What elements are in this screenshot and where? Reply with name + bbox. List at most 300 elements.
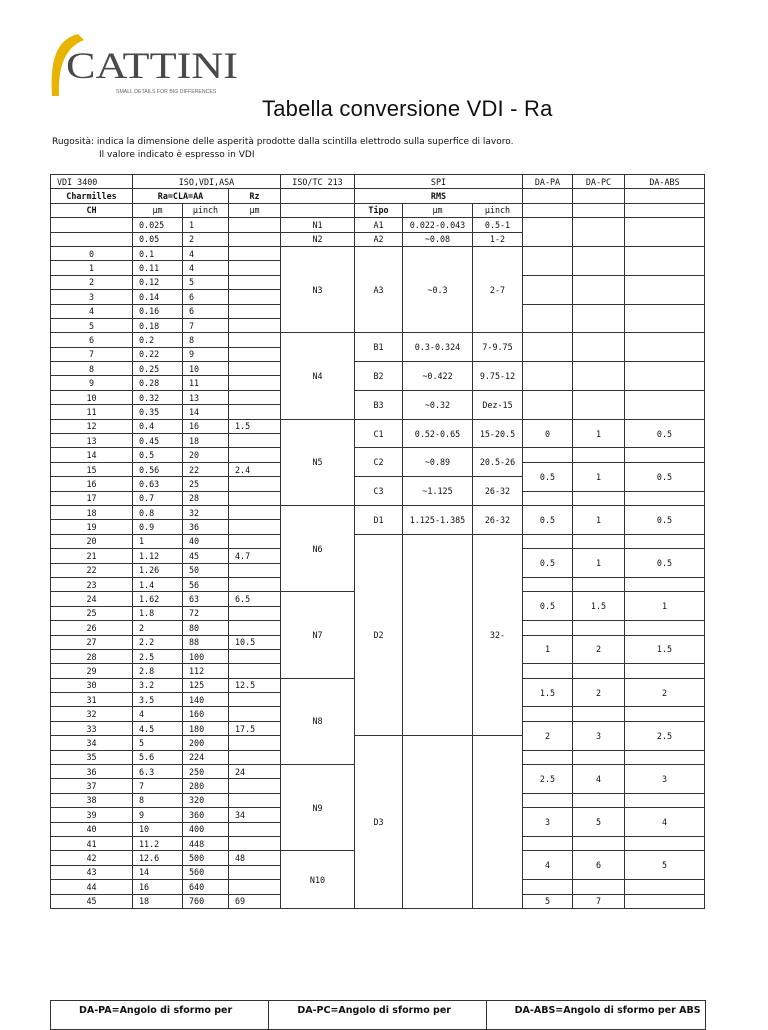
rz-cell bbox=[229, 534, 281, 548]
da-pa-cell bbox=[523, 880, 573, 894]
da-pa-cell bbox=[523, 304, 573, 333]
spi-uinch-cell: 32- bbox=[473, 534, 523, 735]
table-row bbox=[51, 390, 705, 404]
da-abs-cell bbox=[625, 218, 705, 247]
spi-um-cell: 0.022-0.043 bbox=[403, 218, 473, 232]
rz-cell bbox=[229, 333, 281, 347]
ra-uinch-cell: 180 bbox=[183, 721, 229, 735]
da-pa-cell bbox=[523, 750, 573, 764]
da-abs-cell bbox=[625, 880, 705, 894]
da-pa-cell bbox=[523, 246, 573, 275]
rz-cell bbox=[229, 275, 281, 289]
da-abs-cell bbox=[625, 448, 705, 462]
spi-uinch-cell: Dez-15 bbox=[473, 390, 523, 419]
ra-um-cell: 4.5 bbox=[133, 721, 183, 735]
ch-cell: 2 bbox=[51, 275, 133, 289]
ch-cell: 31 bbox=[51, 693, 133, 707]
rz-cell: 6.5 bbox=[229, 592, 281, 606]
ra-um-cell: 1.4 bbox=[133, 577, 183, 591]
header-um: μm bbox=[133, 203, 183, 217]
ra-uinch-cell: 5 bbox=[183, 275, 229, 289]
ra-um-cell: 11.2 bbox=[133, 836, 183, 850]
header-empty bbox=[281, 189, 355, 203]
header-empty bbox=[281, 203, 355, 217]
ra-uinch-cell: 63 bbox=[183, 592, 229, 606]
ch-cell: 4 bbox=[51, 304, 133, 318]
table-row bbox=[51, 362, 705, 376]
ra-um-cell: 0.28 bbox=[133, 376, 183, 390]
da-pc-cell bbox=[573, 491, 625, 505]
da-pa-cell bbox=[523, 621, 573, 635]
iso-class-cell: N10 bbox=[281, 851, 355, 909]
ra-um-cell: 0.1 bbox=[133, 246, 183, 260]
rz-cell: 2.4 bbox=[229, 462, 281, 476]
iso-class-cell: N2 bbox=[281, 232, 355, 246]
ch-cell: 29 bbox=[51, 664, 133, 678]
da-abs-cell: 0.5 bbox=[625, 462, 705, 491]
iso-class-cell: N4 bbox=[281, 333, 355, 419]
rz-cell bbox=[229, 362, 281, 376]
ra-uinch-cell: 32 bbox=[183, 505, 229, 519]
ch-cell: 8 bbox=[51, 362, 133, 376]
spi-um-cell bbox=[403, 534, 473, 735]
rz-cell: 10.5 bbox=[229, 635, 281, 649]
spi-um-cell: ~0.32 bbox=[403, 390, 473, 419]
rz-cell bbox=[229, 664, 281, 678]
ch-cell: 24 bbox=[51, 592, 133, 606]
ch-cell: 40 bbox=[51, 822, 133, 836]
spi-um-cell: ~0.422 bbox=[403, 362, 473, 391]
ch-cell: 41 bbox=[51, 836, 133, 850]
ch-cell: 18 bbox=[51, 505, 133, 519]
spi-uinch-cell: 1-2 bbox=[473, 232, 523, 246]
da-pc-cell bbox=[573, 793, 625, 807]
ch-cell: 7 bbox=[51, 347, 133, 361]
ch-cell: 45 bbox=[51, 894, 133, 908]
rz-cell bbox=[229, 261, 281, 275]
header-vdi: VDI 3400 bbox=[51, 175, 133, 189]
ra-uinch-cell: 200 bbox=[183, 736, 229, 750]
rz-cell bbox=[229, 405, 281, 419]
legend-da-abs: DA-ABS=Angolo di sformo per ABS bbox=[486, 1001, 705, 1029]
ch-cell: 11 bbox=[51, 405, 133, 419]
header-da-pa: DA-PA bbox=[523, 175, 573, 189]
ra-um-cell: 0.16 bbox=[133, 304, 183, 318]
ra-um-cell: 4 bbox=[133, 707, 183, 721]
ch-cell: 9 bbox=[51, 376, 133, 390]
header-row-3 bbox=[51, 203, 705, 217]
da-pc-cell: 1 bbox=[573, 462, 625, 491]
da-pc-cell: 4 bbox=[573, 765, 625, 794]
ra-uinch-cell: 56 bbox=[183, 577, 229, 591]
da-abs-cell: 1 bbox=[625, 592, 705, 621]
header-charmilles: Charmilles bbox=[51, 189, 133, 203]
roughness-note: Rugosità: indica la dimensione delle asperità prodotte dalla scintilla elettrodo sulla superfice di lavoro. bbox=[52, 137, 514, 147]
iso-class-cell: N6 bbox=[281, 505, 355, 591]
header-ch: CH bbox=[51, 203, 133, 217]
ra-um-cell: 2.2 bbox=[133, 635, 183, 649]
ch-cell: 23 bbox=[51, 577, 133, 591]
da-pa-cell: 0 bbox=[523, 419, 573, 448]
da-abs-cell bbox=[625, 621, 705, 635]
da-pc-cell: 1.5 bbox=[573, 592, 625, 621]
spi-um-cell: ~0.3 bbox=[403, 246, 473, 332]
spi-tipo-cell: D3 bbox=[355, 736, 403, 909]
da-pa-cell: 1 bbox=[523, 635, 573, 664]
ch-cell: 33 bbox=[51, 721, 133, 735]
iso-class-cell: N9 bbox=[281, 765, 355, 851]
header-iso-vdi-asa: ISO,VDI,ASA bbox=[133, 175, 281, 189]
da-abs-cell: 0.5 bbox=[625, 505, 705, 534]
ra-uinch-cell: 22 bbox=[183, 462, 229, 476]
iso-class-cell: N7 bbox=[281, 592, 355, 678]
spi-tipo-cell: D1 bbox=[355, 505, 403, 534]
ra-uinch-cell: 8 bbox=[183, 333, 229, 347]
ch-cell: 30 bbox=[51, 678, 133, 692]
ch-cell: 38 bbox=[51, 793, 133, 807]
da-pa-cell: 4 bbox=[523, 851, 573, 880]
da-pc-cell: 1 bbox=[573, 505, 625, 534]
da-pa-cell: 5 bbox=[523, 894, 573, 908]
spi-um-cell bbox=[403, 736, 473, 909]
spi-um-cell: ~0.08 bbox=[403, 232, 473, 246]
da-pa-cell bbox=[523, 333, 573, 362]
rz-cell bbox=[229, 750, 281, 764]
ra-uinch-cell: 40 bbox=[183, 534, 229, 548]
ra-um-cell: 8 bbox=[133, 793, 183, 807]
ch-cell: 36 bbox=[51, 765, 133, 779]
da-pa-cell bbox=[523, 534, 573, 548]
ra-uinch-cell: 25 bbox=[183, 477, 229, 491]
spi-tipo-cell: C3 bbox=[355, 477, 403, 506]
ra-um-cell: 16 bbox=[133, 880, 183, 894]
ra-um-cell: 3.5 bbox=[133, 693, 183, 707]
spi-um-cell: 0.52-0.65 bbox=[403, 419, 473, 448]
ch-cell: 0 bbox=[51, 246, 133, 260]
da-pa-cell: 2.5 bbox=[523, 765, 573, 794]
da-pa-cell: 0.5 bbox=[523, 549, 573, 578]
rz-cell: 1.5 bbox=[229, 419, 281, 433]
spi-tipo-cell: B3 bbox=[355, 390, 403, 419]
da-abs-cell bbox=[625, 275, 705, 304]
ra-um-cell: 0.8 bbox=[133, 505, 183, 519]
spi-tipo-cell: A3 bbox=[355, 246, 403, 332]
ra-uinch-cell: 100 bbox=[183, 649, 229, 663]
da-abs-cell: 0.5 bbox=[625, 419, 705, 448]
ch-cell: 26 bbox=[51, 621, 133, 635]
da-pc-cell bbox=[573, 621, 625, 635]
ra-um-cell: 14 bbox=[133, 865, 183, 879]
ra-uinch-cell: 11 bbox=[183, 376, 229, 390]
header-ra: Ra=CLA=AA bbox=[133, 189, 229, 203]
ch-cell: 3 bbox=[51, 290, 133, 304]
ch-cell: 27 bbox=[51, 635, 133, 649]
header-rz-um: μm bbox=[229, 203, 281, 217]
ch-cell: 19 bbox=[51, 520, 133, 534]
table-row bbox=[51, 218, 705, 232]
da-pc-cell: 7 bbox=[573, 894, 625, 908]
header-da-abs: DA-ABS bbox=[625, 175, 705, 189]
ra-uinch-cell: 500 bbox=[183, 851, 229, 865]
rz-cell: 24 bbox=[229, 765, 281, 779]
ra-uinch-cell: 20 bbox=[183, 448, 229, 462]
rz-cell bbox=[229, 218, 281, 232]
iso-class-cell: N1 bbox=[281, 218, 355, 232]
ch-cell: 42 bbox=[51, 851, 133, 865]
da-abs-cell: 4 bbox=[625, 808, 705, 837]
rz-cell bbox=[229, 505, 281, 519]
da-abs-cell: 2 bbox=[625, 678, 705, 707]
header-spi: SPI bbox=[355, 175, 523, 189]
ra-uinch-cell: 14 bbox=[183, 405, 229, 419]
logo-wordmark: CATTINI bbox=[66, 46, 238, 87]
iso-class-cell: N5 bbox=[281, 419, 355, 505]
da-abs-cell bbox=[625, 333, 705, 362]
header-empty bbox=[625, 203, 705, 217]
ra-uinch-cell: 7 bbox=[183, 318, 229, 332]
ra-um-cell: 0.35 bbox=[133, 405, 183, 419]
ra-uinch-cell: 140 bbox=[183, 693, 229, 707]
da-abs-cell bbox=[625, 577, 705, 591]
ra-uinch-cell: 6 bbox=[183, 290, 229, 304]
spi-tipo-cell: B1 bbox=[355, 333, 403, 362]
ra-um-cell: 0.14 bbox=[133, 290, 183, 304]
ra-uinch-cell: 18 bbox=[183, 434, 229, 448]
header-empty bbox=[523, 203, 573, 217]
spi-uinch-cell: 26-32 bbox=[473, 505, 523, 534]
da-pc-cell: 1 bbox=[573, 419, 625, 448]
da-abs-cell: 5 bbox=[625, 851, 705, 880]
header-tipo: Tipo bbox=[355, 203, 403, 217]
ra-um-cell: 6.3 bbox=[133, 765, 183, 779]
rz-cell bbox=[229, 491, 281, 505]
ra-um-cell: 0.11 bbox=[133, 261, 183, 275]
ch-cell: 16 bbox=[51, 477, 133, 491]
da-pc-cell bbox=[573, 304, 625, 333]
rz-cell bbox=[229, 290, 281, 304]
da-pa-cell bbox=[523, 275, 573, 304]
da-abs-cell bbox=[625, 534, 705, 548]
ra-um-cell: 0.7 bbox=[133, 491, 183, 505]
da-abs-cell bbox=[625, 362, 705, 391]
da-pc-cell bbox=[573, 333, 625, 362]
ch-cell: 37 bbox=[51, 779, 133, 793]
rz-cell bbox=[229, 649, 281, 663]
da-pa-cell bbox=[523, 218, 573, 247]
rz-cell bbox=[229, 736, 281, 750]
ra-um-cell: 3.2 bbox=[133, 678, 183, 692]
da-pa-cell bbox=[523, 664, 573, 678]
ra-uinch-cell: 13 bbox=[183, 390, 229, 404]
conversion-table bbox=[50, 174, 705, 909]
rz-cell bbox=[229, 304, 281, 318]
ra-um-cell: 0.4 bbox=[133, 419, 183, 433]
header-empty bbox=[573, 189, 625, 203]
da-pa-cell bbox=[523, 390, 573, 419]
table-row bbox=[51, 448, 705, 462]
ra-uinch-cell: 2 bbox=[183, 232, 229, 246]
da-pc-cell: 1 bbox=[573, 549, 625, 578]
ra-uinch-cell: 400 bbox=[183, 822, 229, 836]
ch-cell: 25 bbox=[51, 606, 133, 620]
da-pc-cell bbox=[573, 836, 625, 850]
ra-um-cell: 2 bbox=[133, 621, 183, 635]
ra-um-cell: 7 bbox=[133, 779, 183, 793]
spi-uinch-cell: 26-32 bbox=[473, 477, 523, 506]
spi-tipo-cell: C2 bbox=[355, 448, 403, 477]
da-pa-cell bbox=[523, 577, 573, 591]
ra-uinch-cell: 10 bbox=[183, 362, 229, 376]
da-pc-cell: 2 bbox=[573, 635, 625, 664]
rz-cell bbox=[229, 434, 281, 448]
ch-cell: 32 bbox=[51, 707, 133, 721]
iso-class-cell: N3 bbox=[281, 246, 355, 332]
da-pc-cell bbox=[573, 577, 625, 591]
ra-um-cell: 0.9 bbox=[133, 520, 183, 534]
da-abs-cell bbox=[625, 390, 705, 419]
da-pc-cell bbox=[573, 448, 625, 462]
da-abs-cell bbox=[625, 793, 705, 807]
rz-cell bbox=[229, 707, 281, 721]
ra-um-cell: 18 bbox=[133, 894, 183, 908]
legend-da-pa: DA-PA=Angolo di sformo per bbox=[79, 1005, 233, 1016]
rz-cell: 12.5 bbox=[229, 678, 281, 692]
rz-cell bbox=[229, 477, 281, 491]
da-pc-cell bbox=[573, 750, 625, 764]
da-pa-cell bbox=[523, 448, 573, 462]
ra-uinch-cell: 640 bbox=[183, 880, 229, 894]
header-uinch: μinch bbox=[183, 203, 229, 217]
rz-cell bbox=[229, 836, 281, 850]
ra-uinch-cell: 50 bbox=[183, 563, 229, 577]
ra-um-cell: 1.26 bbox=[133, 563, 183, 577]
ra-um-cell: 0.45 bbox=[133, 434, 183, 448]
rz-cell bbox=[229, 246, 281, 260]
da-pc-cell bbox=[573, 362, 625, 391]
ch-cell: 17 bbox=[51, 491, 133, 505]
table-row bbox=[51, 505, 705, 519]
ra-uinch-cell: 80 bbox=[183, 621, 229, 635]
rz-cell bbox=[229, 693, 281, 707]
ra-uinch-cell: 280 bbox=[183, 779, 229, 793]
rz-cell bbox=[229, 347, 281, 361]
ra-uinch-cell: 4 bbox=[183, 246, 229, 260]
da-pc-cell: 5 bbox=[573, 808, 625, 837]
da-pa-cell bbox=[523, 707, 573, 721]
ra-uinch-cell: 36 bbox=[183, 520, 229, 534]
ra-um-cell: 0.32 bbox=[133, 390, 183, 404]
da-pc-cell bbox=[573, 707, 625, 721]
ra-um-cell: 2.8 bbox=[133, 664, 183, 678]
ch-cell: 28 bbox=[51, 649, 133, 663]
rz-cell bbox=[229, 606, 281, 620]
da-pc-cell bbox=[573, 664, 625, 678]
iso-class-cell: N8 bbox=[281, 678, 355, 764]
ra-um-cell: 0.2 bbox=[133, 333, 183, 347]
rz-cell bbox=[229, 621, 281, 635]
ra-um-cell: 1.12 bbox=[133, 549, 183, 563]
spi-uinch-cell: 2-7 bbox=[473, 246, 523, 332]
da-pa-cell bbox=[523, 362, 573, 391]
da-abs-cell: 3 bbox=[625, 765, 705, 794]
ra-um-cell: 1.62 bbox=[133, 592, 183, 606]
ch-cell: 44 bbox=[51, 880, 133, 894]
da-abs-cell bbox=[625, 304, 705, 333]
da-pa-cell: 3 bbox=[523, 808, 573, 837]
ra-um-cell: 12.6 bbox=[133, 851, 183, 865]
spi-um-cell: 1.125-1.385 bbox=[403, 505, 473, 534]
table-row bbox=[51, 534, 705, 548]
ra-uinch-cell: 250 bbox=[183, 765, 229, 779]
da-abs-cell bbox=[625, 836, 705, 850]
spi-tipo-cell: D2 bbox=[355, 534, 403, 735]
da-pa-cell: 0.5 bbox=[523, 505, 573, 534]
ra-um-cell: 0.18 bbox=[133, 318, 183, 332]
table-row bbox=[51, 419, 705, 433]
ra-uinch-cell: 72 bbox=[183, 606, 229, 620]
ra-um-cell: 5.6 bbox=[133, 750, 183, 764]
ra-uinch-cell: 9 bbox=[183, 347, 229, 361]
spi-tipo-cell: A2 bbox=[355, 232, 403, 246]
da-pc-cell bbox=[573, 390, 625, 419]
da-abs-cell bbox=[625, 246, 705, 275]
ra-um-cell: 9 bbox=[133, 808, 183, 822]
da-pa-cell bbox=[523, 793, 573, 807]
spi-uinch-cell bbox=[473, 736, 523, 909]
ra-uinch-cell: 16 bbox=[183, 419, 229, 433]
ra-uinch-cell: 4 bbox=[183, 261, 229, 275]
rz-cell bbox=[229, 563, 281, 577]
rz-cell bbox=[229, 232, 281, 246]
ch-cell: 21 bbox=[51, 549, 133, 563]
da-pc-cell: 2 bbox=[573, 678, 625, 707]
ch-cell: 20 bbox=[51, 534, 133, 548]
da-abs-cell: 1.5 bbox=[625, 635, 705, 664]
cattini-logo bbox=[46, 30, 246, 100]
ch-cell: 34 bbox=[51, 736, 133, 750]
ra-uinch-cell: 112 bbox=[183, 664, 229, 678]
header-row-2 bbox=[51, 189, 705, 203]
ra-uinch-cell: 125 bbox=[183, 678, 229, 692]
ch-cell: 15 bbox=[51, 462, 133, 476]
da-pc-cell: 3 bbox=[573, 721, 625, 750]
ra-uinch-cell: 1 bbox=[183, 218, 229, 232]
ch-cell: 12 bbox=[51, 419, 133, 433]
rz-cell: 69 bbox=[229, 894, 281, 908]
ra-um-cell: 0.025 bbox=[133, 218, 183, 232]
spi-tipo-cell: B2 bbox=[355, 362, 403, 391]
rz-cell bbox=[229, 577, 281, 591]
rz-cell bbox=[229, 865, 281, 879]
da-abs-cell bbox=[625, 664, 705, 678]
ra-uinch-cell: 224 bbox=[183, 750, 229, 764]
header-empty bbox=[573, 203, 625, 217]
ra-uinch-cell: 28 bbox=[183, 491, 229, 505]
rz-cell bbox=[229, 318, 281, 332]
ch-cell: 10 bbox=[51, 390, 133, 404]
ch-cell: 22 bbox=[51, 563, 133, 577]
da-pc-cell bbox=[573, 880, 625, 894]
spi-tipo-cell: C1 bbox=[355, 419, 403, 448]
da-pa-cell: 0.5 bbox=[523, 592, 573, 621]
page-title: Tabella conversione VDI - Ra bbox=[262, 96, 553, 121]
ra-um-cell: 0.5 bbox=[133, 448, 183, 462]
ra-um-cell: 0.25 bbox=[133, 362, 183, 376]
da-abs-cell: 2.5 bbox=[625, 721, 705, 750]
table-row bbox=[51, 246, 705, 260]
ra-um-cell: 0.12 bbox=[133, 275, 183, 289]
da-abs-cell bbox=[625, 491, 705, 505]
